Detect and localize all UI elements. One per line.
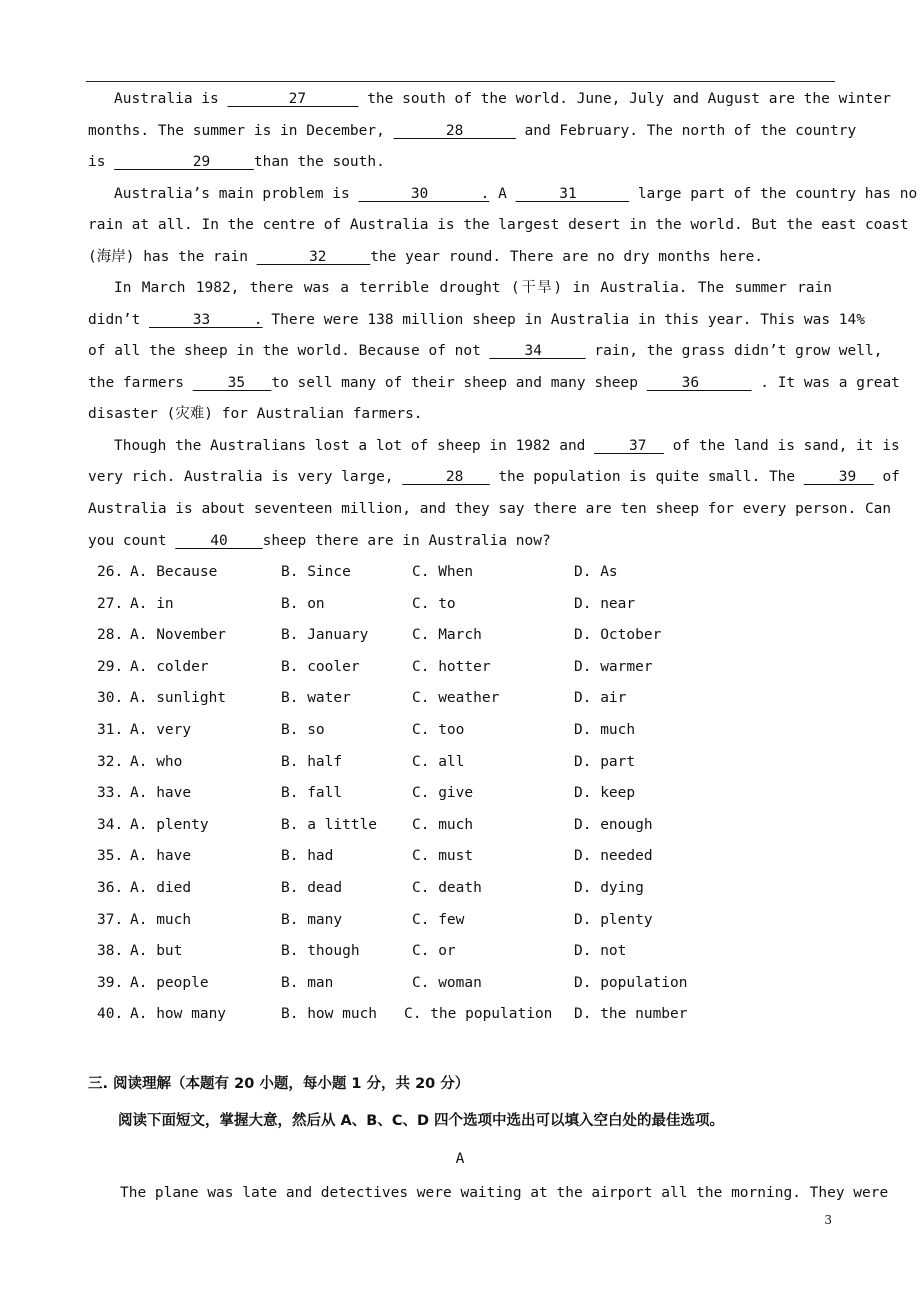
blank-30: ______30______. bbox=[358, 186, 490, 202]
passage-line: In March 1982, there was a terrible drought (干旱) in Australia. The summer rain bbox=[114, 280, 832, 296]
option-b: B. on bbox=[281, 595, 325, 612]
question-number: 28. bbox=[97, 627, 124, 644]
question-number: 31. bbox=[97, 722, 124, 738]
option-b: B. had bbox=[281, 848, 334, 865]
option-d: D. the number bbox=[574, 1006, 688, 1023]
passage-line: very rich. Australia is very large, _____28___ the population is quite small. The ____39__ of bbox=[88, 469, 900, 485]
question-number: 30. bbox=[97, 690, 124, 707]
blank-32: ______32_____ bbox=[256, 249, 371, 265]
blank-37: ____37__ bbox=[594, 438, 664, 454]
option-d: D. keep bbox=[574, 785, 636, 802]
option-b: B. though bbox=[281, 943, 360, 960]
passage-line: you count ____40____sheep there are in Australia now? bbox=[88, 533, 551, 549]
passage-line: disaster (灾难) for Australian farmers. bbox=[88, 406, 423, 422]
option-a: A. Because bbox=[130, 564, 218, 580]
passage-line: The plane was late and detectives were waiting at the airport all the morning. They were bbox=[120, 1185, 889, 1201]
header-rule bbox=[86, 81, 835, 82]
question-number: 36. bbox=[97, 880, 124, 896]
question-number: 34. bbox=[97, 816, 124, 833]
option-c: C. When bbox=[412, 564, 474, 580]
option-b: B. Since bbox=[281, 564, 351, 580]
section-instruction: 阅读下面短文，掌握大意，然后从 A、B、C、D 四个选项中选出可以填入空白处的最佳选项。 bbox=[118, 1113, 725, 1129]
question-number: 40. bbox=[97, 1006, 124, 1023]
option-c: C. too bbox=[412, 722, 465, 738]
blank-39: ____39__ bbox=[803, 469, 874, 485]
option-a: A. colder bbox=[130, 658, 209, 675]
option-d: D. warmer bbox=[574, 658, 653, 675]
option-b: B. a little bbox=[281, 816, 378, 833]
option-c: C. the population bbox=[404, 1006, 553, 1023]
blank-35: ____35___ bbox=[192, 375, 272, 391]
option-b: B. January bbox=[281, 627, 369, 644]
option-a: A. how many bbox=[130, 1006, 227, 1023]
passage-line: Australia is about seventeen million, and they say there are ten sheep for every person. Can bbox=[88, 501, 892, 517]
blank-38: _____28___ bbox=[402, 469, 490, 485]
question-number: 39. bbox=[97, 974, 124, 991]
option-c: C. hotter bbox=[412, 658, 491, 675]
page-number: 3 bbox=[824, 1213, 832, 1227]
option-b: B. many bbox=[281, 911, 343, 928]
option-a: A. have bbox=[130, 848, 192, 865]
option-a: A. very bbox=[130, 722, 192, 738]
passage-line: is _________29_____than the south. bbox=[88, 154, 385, 170]
question-number: 26. bbox=[97, 564, 124, 580]
option-d: D. much bbox=[574, 722, 636, 738]
option-b: B. water bbox=[281, 690, 351, 707]
option-d: D. population bbox=[574, 974, 688, 991]
option-d: D. not bbox=[574, 943, 627, 960]
blank-33: _____33_____. bbox=[149, 312, 263, 328]
option-c: C. death bbox=[412, 880, 482, 896]
option-a: A. plenty bbox=[130, 816, 209, 833]
question-number: 35. bbox=[97, 848, 124, 865]
option-c: C. give bbox=[412, 785, 474, 802]
passage-line: the farmers ____35___to sell many of their sheep and many sheep ____36______ . It was a great bbox=[88, 375, 900, 391]
option-d: D. plenty bbox=[574, 911, 653, 928]
blank-31: _____31______ bbox=[515, 186, 630, 202]
option-b: B. how much bbox=[281, 1006, 378, 1023]
option-d: D. near bbox=[574, 595, 636, 612]
option-d: D. air bbox=[574, 690, 627, 707]
option-b: B. cooler bbox=[281, 658, 360, 675]
option-a: A. sunlight bbox=[130, 690, 227, 707]
option-a: A. much bbox=[130, 911, 192, 928]
option-c: C. to bbox=[412, 595, 456, 612]
option-b: B. so bbox=[281, 722, 325, 738]
question-number: 32. bbox=[97, 753, 124, 770]
option-c: C. few bbox=[412, 911, 465, 928]
blank-28: ______28______ bbox=[393, 123, 516, 139]
option-c: C. woman bbox=[412, 974, 482, 991]
passage-line: (海岸) has the rain ______32_____the year round. There are no dry months here. bbox=[88, 249, 764, 265]
question-number: 29. bbox=[97, 658, 124, 675]
option-a: A. but bbox=[130, 943, 183, 960]
option-d: D. needed bbox=[574, 848, 653, 865]
section-heading: 三. 阅读理解（本题有 20 小题，每小题 1 分，共 20 分） bbox=[88, 1076, 470, 1092]
option-d: D. dying bbox=[574, 880, 644, 896]
option-a: A. people bbox=[130, 974, 209, 991]
question-number: 38. bbox=[97, 943, 124, 960]
passage-line: Though the Australians lost a lot of sheep in 1982 and ____37__ of the land is sand, it is bbox=[114, 438, 900, 454]
blank-29: _________29_____ bbox=[114, 154, 254, 170]
option-a: A. have bbox=[130, 785, 192, 802]
blank-34: ____34_____ bbox=[489, 343, 586, 359]
passage-letter: A bbox=[455, 1151, 465, 1167]
option-b: B. fall bbox=[281, 785, 343, 802]
option-a: A. November bbox=[130, 627, 227, 644]
option-d: D. part bbox=[574, 753, 636, 770]
blank-36: ____36______ bbox=[646, 375, 752, 391]
option-a: A. who bbox=[130, 753, 183, 770]
option-c: C. all bbox=[412, 753, 465, 770]
option-c: C. must bbox=[412, 848, 474, 865]
passage-line: rain at all. In the centre of Australia is the largest desert in the world. But the east coast bbox=[88, 217, 909, 233]
option-b: B. half bbox=[281, 753, 343, 770]
passage-line: Australia is _______27______ the south of the world. June, July and August are the winter bbox=[114, 91, 891, 107]
passage-line: months. The summer is in December, ______28______ and February. The north of the country bbox=[88, 123, 857, 139]
option-a: A. in bbox=[130, 595, 174, 612]
passage-line: didn’t _____33_____. There were 138 million sheep in Australia in this year. This was 14% bbox=[88, 312, 865, 328]
passage-line: Australia’s main problem is ______30______. A _____31______ large part of the country has no bbox=[114, 186, 918, 202]
blank-40: ____40____ bbox=[175, 533, 263, 549]
option-c: C. March bbox=[412, 627, 482, 644]
option-c: C. or bbox=[412, 943, 456, 960]
passage-line: of all the sheep in the world. Because of not ____34_____ rain, the grass didn’t grow well, bbox=[88, 343, 883, 359]
question-number: 27. bbox=[97, 595, 124, 612]
question-number: 33. bbox=[97, 785, 124, 802]
option-b: B. man bbox=[281, 974, 334, 991]
question-number: 37. bbox=[97, 911, 124, 928]
option-d: D. As bbox=[574, 564, 618, 580]
option-d: D. enough bbox=[574, 816, 653, 833]
option-c: C. weather bbox=[412, 690, 500, 707]
option-d: D. October bbox=[574, 627, 662, 644]
blank-27: _______27______ bbox=[227, 91, 359, 107]
option-a: A. died bbox=[130, 880, 192, 896]
option-c: C. much bbox=[412, 816, 474, 833]
option-b: B. dead bbox=[281, 880, 343, 896]
